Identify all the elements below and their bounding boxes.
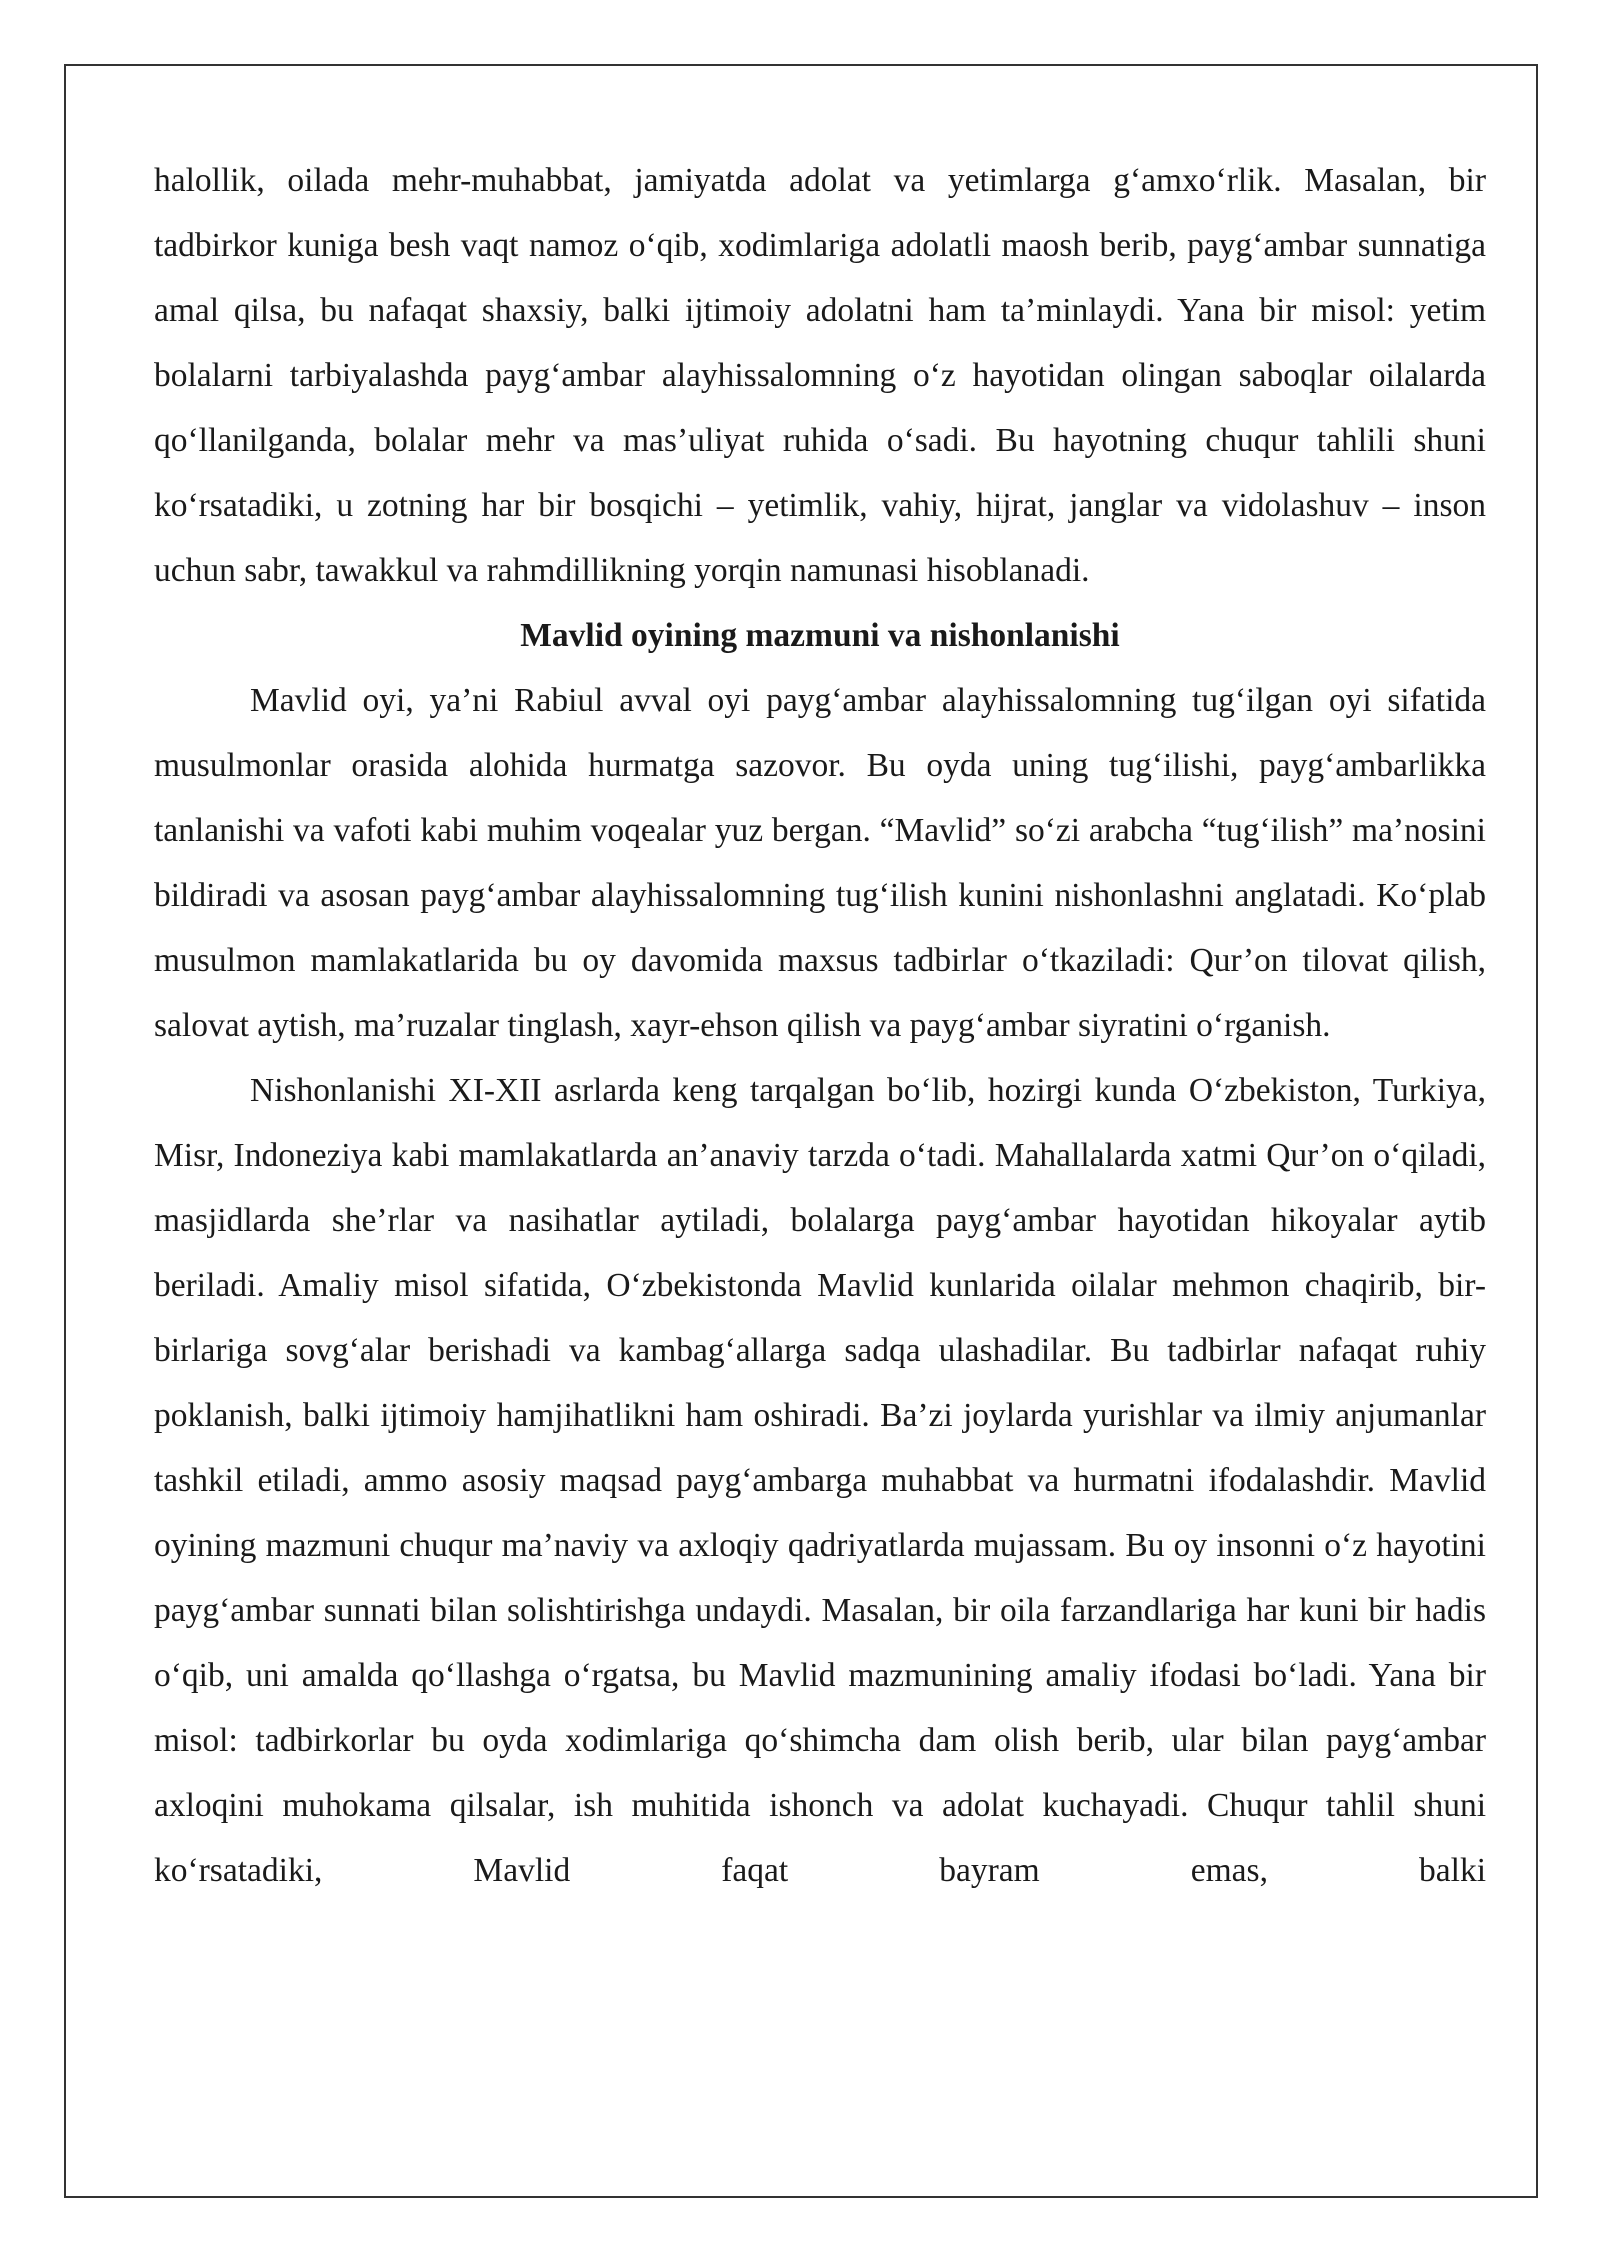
- document-body: [154, 148, 1486, 1903]
- paragraph-continuation: halollik, oilada mehr-muhabbat, jamiyatda adolat va yetimlarga g‘amxo‘rlik. Masalan, bir tadbirkor kuniga besh vaqt namoz o‘qib, xodimlariga adolatli maosh berib, payg‘ambar sunnatiga amal qilsa, bu nafaqat shaxsiy, balki ijtimoiy adolatni ham ta’minlaydi. Yana bir misol: yetim bolalarni tarbiyalashda payg‘ambar alayhissalomning o‘z hayotidan olingan saboqlar oilalarda qo‘llanilganda, bolalar mehr va mas’uliyat ruhida o‘sadi. Bu hayotning chuqur tahlili shuni ko‘rsatadiki, u zotning har bir bosqichi – yetimlik, vahiy, hijrat, janglar va vidolashuv – inson uchun sabr, tawakkul va rahmdillikning yorqin namunasi hisoblanadi.: [154, 162, 1486, 589]
- paragraph-celebration: Nishonlanishi XI-XII asrlarda keng tarqalgan bo‘lib, hozirgi kunda O‘zbekiston, Turkiya, Misr, Indoneziya kabi mamlakatlarda an’anaviy tarzda o‘tadi. Mahallalarda xatmi Qur’on o‘qiladi, masjidlarda she’rlar va nasihatlar aytiladi, bolalarga payg‘ambar hayotidan hikoyalar aytib beriladi. Amaliy misol sifatida, O‘zbekistonda Mavlid kunlarida oilalar mehmon chaqirib, bir-birlariga sovg‘alar berishadi va kambag‘allarga sadqa ulashadilar. Bu tadbirlar nafaqat ruhiy poklanish, balki ijtimoiy hamjihatlikni ham oshiradi. Ba’zi joylarda yurishlar va ilmiy anjumanlar tashkil etiladi, ammo asosiy maqsad payg‘ambarga muhabbat va hurmatni ifodalashdir. Mavlid oyining mazmuni chuqur ma’naviy va axloqiy qadriyatlarda mujassam. Bu oy insonni o‘z hayotini payg‘ambar sunnati bilan solishtirishga undaydi. Masalan, bir oila farzandlariga har kuni bir hadis o‘qib, uni amalda qo‘llashga o‘rgatsa, bu Mavlid mazmunining amaliy ifodasi bo‘ladi. Yana bir misol: tadbirkorlar bu oyda xodimlariga qo‘shimcha dam olish berib, ular bilan payg‘ambar axloqini muhokama qilsalar, ish muhitida ishonch va adolat kuchayadi. Chuqur tahlil shuni ko‘rsatadiki, Mavlid faqat bayram emas, balki: [154, 1072, 1486, 1889]
- section-heading: Mavlid oyining mazmuni va nishonlanishi: [520, 617, 1120, 654]
- paragraph-mavlid-meaning: Mavlid oyi, ya’ni Rabiul avval oyi payg‘ambar alayhissalomning tug‘ilgan oyi sifatida musulmonlar orasida alohida hurmatga sazovor. Bu oyda uning tug‘ilishi, payg‘ambarlikka tanlanishi va vafoti kabi muhim voqealar yuz bergan. “Mavlid” so‘zi arabcha “tug‘ilish” ma’nosini bildiradi va asosan payg‘ambar alayhissalomning tug‘ilish kunini nishonlashni anglatadi. Ko‘plab musulmon mamlakatlarida bu oy davomida maxsus tadbirlar o‘tkaziladi: Qur’on tilovat qilish, salovat aytish, ma’ruzalar tinglash, xayr-ehson qilish va payg‘ambar siyratini o‘rganish.: [154, 682, 1486, 1044]
